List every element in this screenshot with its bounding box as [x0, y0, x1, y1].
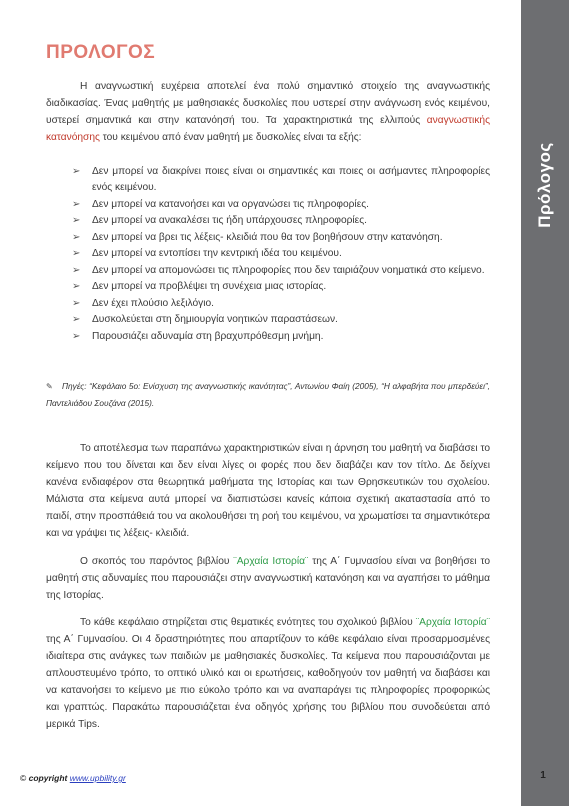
list-item: ➢ Δεν μπορεί να προβλέψει τη συνέχεια μιας ιστορίας. — [70, 279, 490, 295]
footer-copyright — [20, 773, 126, 783]
purpose-paragraph: Ο σκοπός του παρόντος βιβλίου ¨Αρχαία Ιστορία¨ της Α΄ Γυμνασίου είναι να βοηθήσει το μαθητή στις αδυναμίες που παρουσιάζει στην αναγνωστική κατανόηση και να αγαπήσει το μάθημα της Ιστορίας. — [46, 556, 491, 601]
intro-text-after: του κειμένου από έναν μαθητή με δυσκολίες είναι τα εξής: — [99, 132, 362, 143]
arrow-bullet-icon: ➢ — [72, 281, 81, 292]
page-title: ΠΡΟΛΟΓΟΣ — [46, 42, 156, 63]
list-item: ➢ Δεν μπορεί να εντοπίσει την κεντρική ιδέα του κειμένου. — [70, 246, 490, 262]
arrow-bullet-icon: ➢ — [72, 198, 81, 210]
intro-highlight: αναγνωστικής κατανόησης — [46, 115, 490, 143]
sources-note — [46, 378, 490, 411]
chapters-paragraph: Το κάθε κεφάλαιο στηρίζεται στις θεματικές ενότητες του σχολικού βιβλίου ¨Αρχαία Ιστορία¨ της Α΄ Γυμνασίου. Οι 4 δραστηριότητες που απαρτίζουν το κάθε κεφάλαιο είναι προσαρμοσμένες ιδιαίτερα στις ανάγκες των παιδιών με μαθησιακές δυσκολίες. Τα κείμενα που παρουσιάζονται με απλουστευμένο τρόπο, το οπτικό υλικό και οι ερωτήσεις, καθοδηγούν τον μαθητή να διαβάσει και να κατανοήσει το κείμενο με πιο εύκολο τρόπο και να αναπαράγει τις πληροφορίες προφορικώς και γραπτώς. Παρακάτω παρουσιάζεται ένα οδηγός χρήσης του βιβλίου που συνοδεύεται από μερικά Tips. — [46, 617, 491, 730]
arrow-bullet-icon: ➢ — [72, 248, 81, 259]
result-paragraph: Το αποτέλεσμα των παραπάνω χαρακτηριστικών είναι η άρνηση του μαθητή να διαβάσει το κείμενο που του δίνεται και δεν είναι λίγες οι φορές που δεν διαβάζει καν τον τίτλο. Δε δείχνει κανένα ενδιαφέρον στα θεωρητικά μαθήματα της Ιστορίας και των Θρησκευτικών του σχολείου. Μάλιστα στα κείμενα αυτά μπορεί να διαπιστώσει κανείς κάποια σχετική ακαταστασία από το παιδί, στην προσπάθειά του να ακολουθήσει τη ροή του κειμένου, να χρωματίσει τα σημαντικότερα και να γράψει τις λέξεις- κλειδιά. — [46, 443, 490, 539]
list-item: ➢ Δεν μπορεί να διακρίνει ποιες είναι οι σημαντικές και ποιες οι ασήμαντες πληροφορίες ενός κειμένου. — [72, 166, 490, 193]
arrow-bullet-icon: ➢ — [72, 314, 81, 325]
arrow-bullet-icon: ➢ — [72, 297, 81, 309]
characteristics-list — [70, 164, 490, 345]
copyright-symbol: © — [20, 773, 27, 783]
list-item: ➢ Δυσκολεύεται στη δημιουργία νοητικών παραστάσεων. — [70, 312, 490, 328]
arrow-bullet-icon: ➢ — [72, 231, 81, 243]
list-item: ➢ Δεν μπορεί να απομονώσει τις πληροφορίες που δεν ταιριάζουν νοηματικά στο κείμενο. — [70, 263, 490, 279]
website-link[interactable]: www.upbility.gr — [69, 773, 126, 783]
list-item: ➢ Παρουσιάζει αδυναμία στη βραχυπρόθεσμη μνήμη. — [70, 329, 490, 345]
list-item: ➢ Δεν μπορεί να βρει τις λέξεις- κλειδιά που θα τον βοηθήσουν στην κατανόηση. — [70, 230, 490, 246]
arrow-bullet-icon: ➢ — [72, 264, 81, 276]
intro-text-before: Η αναγνωστική ευχέρεια αποτελεί ένα πολύ σημαντικό στοιχείο της αναγνωστικής διαδικασίας. Ένας μαθητής με μαθησιακές δυσκολίες που υστερεί στην ανάγνωση ενός κειμένου, υστερεί σημαντικά και στην κατανόησή του. Τα χαρακτηριστικά της ελλιπούς — [46, 81, 490, 126]
book-title-highlight: ¨Αρχαία Ιστορία¨ — [233, 556, 309, 567]
arrow-bullet-icon: ➢ — [72, 215, 81, 226]
side-section-label: Πρόλογος — [535, 142, 554, 228]
side-bar — [521, 0, 569, 806]
arrow-bullet-icon: ➢ — [72, 330, 81, 342]
list-item: ➢ Δεν μπορεί να ανακαλέσει τις ήδη υπάρχουσες πληροφορίες. — [70, 213, 490, 229]
book-title-highlight: ¨Αρχαία Ιστορία¨ — [415, 617, 491, 628]
intro-paragraph — [46, 78, 490, 146]
arrow-bullet-icon: ➢ — [72, 166, 81, 177]
page-number: 1 — [540, 770, 546, 781]
pen-bullet-icon: ✎ — [46, 382, 53, 391]
sources-text: Πηγές: “Κεφάλαιο 5ο: Ενίσχυση της αναγνωστικής ικανότητας”, Αντωνίου Φαίη (2005), “Η αλφαβήτα που μπερδεύει”, Παντελιάδου Σουζάνα (2015). — [46, 381, 490, 408]
list-item: ➢ Δεν έχει πλούσιο λεξιλόγιο. — [70, 296, 490, 312]
list-item: ➢ Δεν μπορεί να κατανοήσει και να οργανώσει τις πληροφορίες. — [70, 197, 490, 213]
copyright-label: copyright — [28, 773, 68, 783]
